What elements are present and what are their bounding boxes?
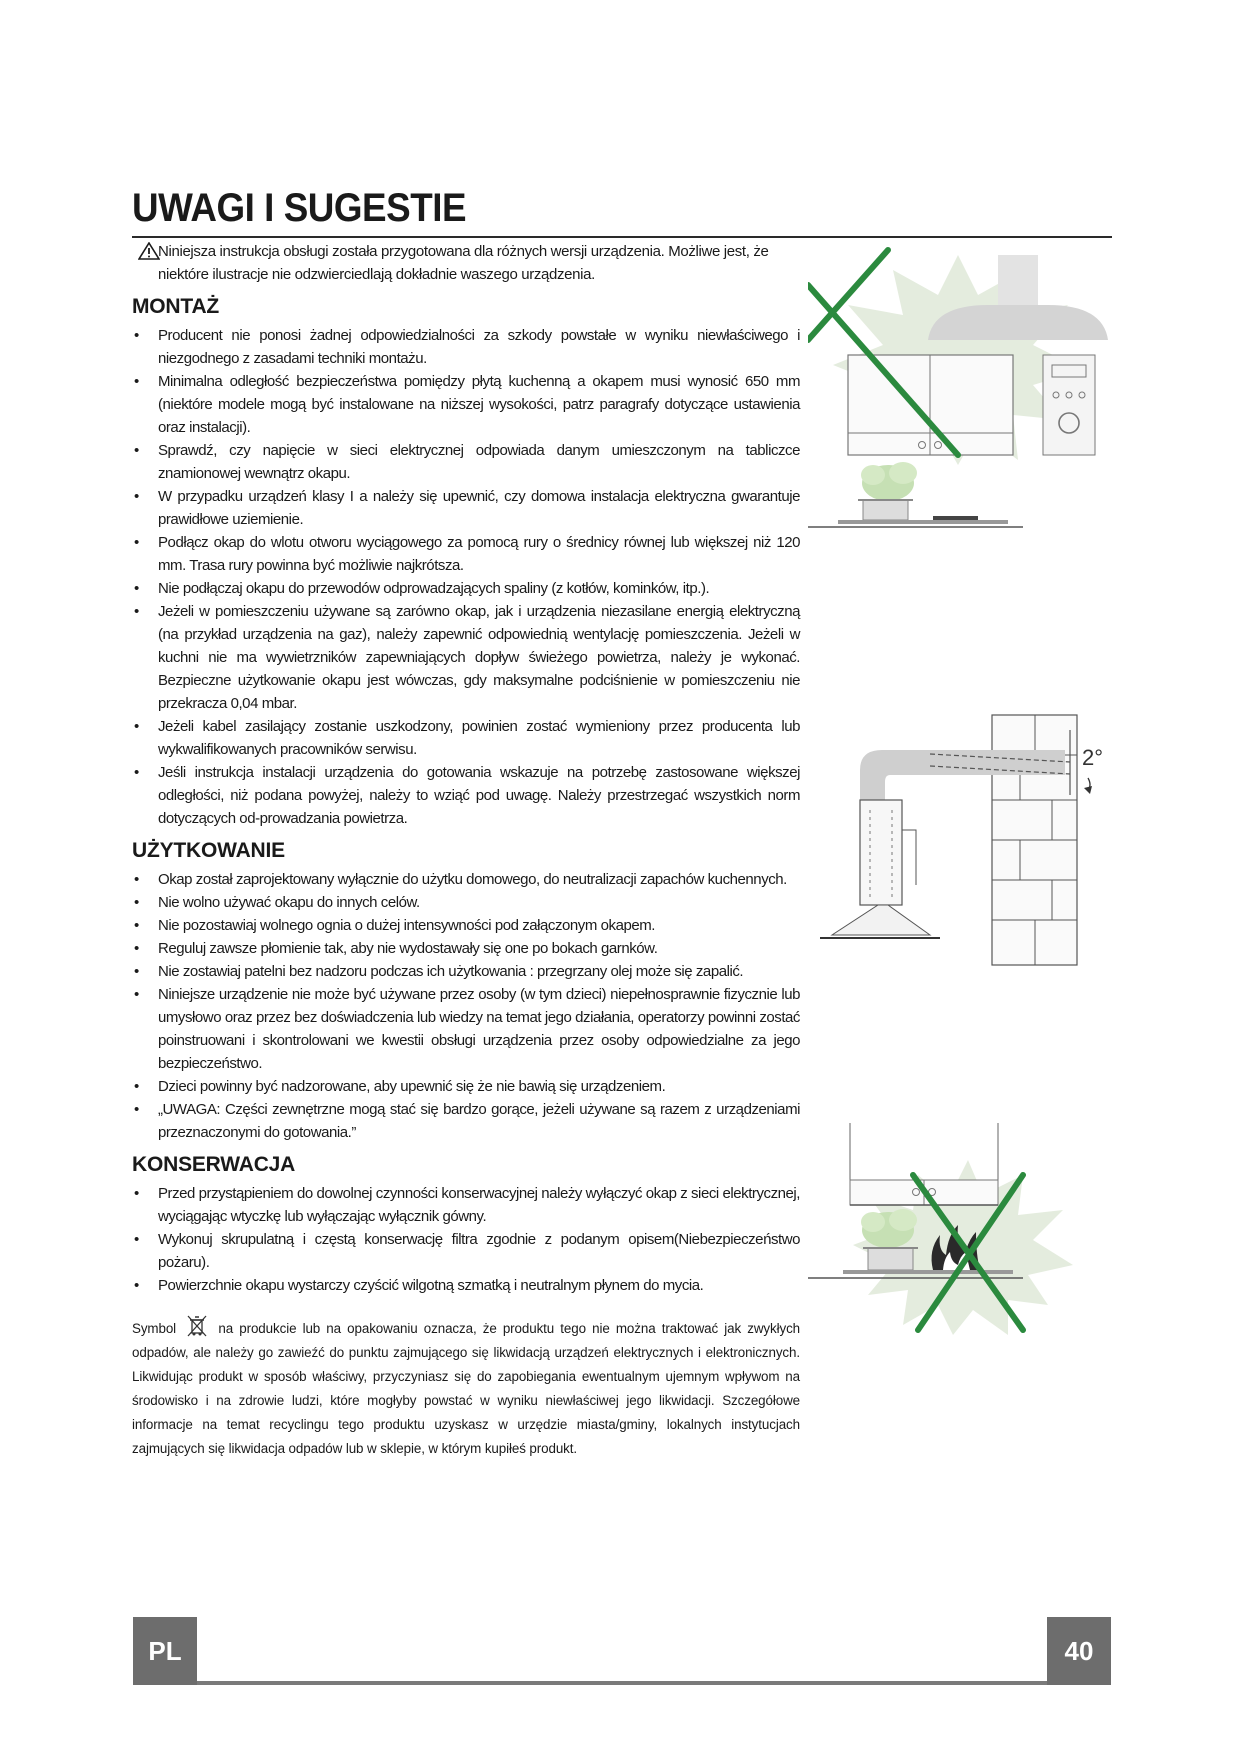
list-item: • Nie wolno używać okapu do innych celów. xyxy=(132,891,800,914)
disposal-note xyxy=(132,1315,800,1461)
list-item: • Podłącz okap do wlotu otworu wyciągowego za pomocą rury o średnicy równej lub większej niż 120 mm. Trasa rury powinna być możliwie najkrótsza. xyxy=(132,531,800,577)
list-item: • Producent nie ponosi żadnej odpowiedzialności za szkody powstałe w wyniku niewłaściwego i niezgodnego z zasadami techniki montażu. xyxy=(132,324,800,370)
symbol-label: Symbol xyxy=(132,1321,177,1336)
title-rule xyxy=(132,236,1112,238)
main-content xyxy=(132,240,800,1461)
list-item: • „UWAGA: Części zewnętrzne mogą stać się bardzo gorące, jeżeli używane są razem z urządzeniami przeznaczonymi do gotowania.” xyxy=(132,1098,800,1144)
page-title: UWAGI I SUGESTIE xyxy=(132,186,467,230)
list-item: • Jeśli instrukcja instalacji urządzenia do gotowania wskazuje na potrzebę zastosowane większej odległości, niż podana powyżej, należy to wziąć pod uwagę. Należy przestrzegać wszystkich norm dotyczących od-prowadzania powietrza. xyxy=(132,761,800,830)
steam-cloud xyxy=(861,462,917,501)
list-item: • Minimalna odległość bezpieczeństwa pomiędzy płytą kuchenną a okapem musi wynosić 650 mm (niektóre modele mogą być instalowane na niższej wysokości, patrz paragrafy dotyczące ustawienia oraz instalacji). xyxy=(132,370,800,439)
crossed-bin-icon xyxy=(184,1315,210,1337)
intro-text: Niniejsza instrukcja obsługi została przygotowana dla różnych wersji urządzenia. Możliwe jest, że niektóre ilustracje nie odzwierciedlają dokładnie waszego urządzenia. xyxy=(158,243,769,283)
section-heading-konserwacja: KONSERWACJA xyxy=(132,1153,296,1176)
warning-icon xyxy=(138,242,160,260)
list-item: • Powierzchnie okapu wystarczy czyścić wilgotną szmatką i neutralnym płynem do mycia. xyxy=(132,1274,800,1297)
angle-arrowhead xyxy=(1084,786,1092,794)
intro-note xyxy=(132,240,800,286)
montaz-list xyxy=(132,324,800,830)
list-item: • Dzieci powinny być nadzorowane, aby upewnić się że nie bawią się urządzeniem. xyxy=(132,1075,800,1098)
list-item: • Sprawdź, czy napięcie w sieci elektrycznej odpowiada danym umieszczonym na tabliczce znamionowej wewnątrz okapu. xyxy=(132,439,800,485)
konserwacja-list xyxy=(132,1182,800,1297)
list-item: • Nie podłączaj okapu do przewodów odprowadzających spaliny (z kotłów, kominków, itp.). xyxy=(132,577,800,600)
figure-duct-slope xyxy=(820,710,1110,970)
duct-angle-label: 2° xyxy=(1082,745,1104,770)
footer-rule xyxy=(197,1681,1047,1685)
hood-chimney xyxy=(820,800,940,938)
figure-open-flame-warning xyxy=(808,1120,1108,1340)
list-item: • W przypadku urządzeń klasy I a należy się upewnić, czy domowa instalacja elektryczna gwarantuje prawidłowe uziemienie. xyxy=(132,485,800,531)
list-item: • Jeżeli w pomieszczeniu używane są zarówno okap, jak i urządzenia niezasilane energią elektryczną (na przykład urządzenia na gaz), należy zapewnić odpowiednią wentylację pomieszczenia. Jeżeli w kuchni nie ma wywietrzników zapewniających dopływ świeżego powietrza, należy je wykonać. Bezpieczne użytkowanie okapu jest wówczas, gdy maksymalne podciśnienie w pomieszczeniu nie przekracza 0,04 mbar. xyxy=(132,600,800,715)
section-heading-montaz: MONTAŻ xyxy=(132,295,220,318)
pot-on-hob xyxy=(808,500,1023,527)
list-item: • Reguluj zawsze płomienie tak, aby nie wydostawały się one po bokach garnków. xyxy=(132,937,800,960)
uzytkowanie-list xyxy=(132,868,800,1144)
list-item: • Okap został zaprojektowany wyłącznie do użytku domowego, do neutralizacji zapachów kuchennych. xyxy=(132,868,800,891)
section-heading-uzytkowanie: UŻYTKOWANIE xyxy=(132,839,285,862)
language-badge: PL xyxy=(133,1617,197,1685)
list-item: • Przed przystąpieniem do dowolnej czynności konserwacyjnej należy wyłączyć okap z sieci elektrycznej, wyciągając wtyczkę lub wyłączając wyłącznik gówny. xyxy=(132,1182,800,1228)
hood-drawing xyxy=(848,255,1108,455)
page-number: 40 xyxy=(1047,1617,1111,1685)
figure-hood-height-warning xyxy=(808,245,1108,545)
list-item: • Nie pozostawiaj wolnego ognia o dużej intensywności pod załączonym okapem. xyxy=(132,914,800,937)
symbol-description: na produkcie lub na opakowaniu oznacza, że produktu tego nie można traktować jak zwykłych odpadów, ale należy go zawieźć do punktu zajmującego się likwidacją urządzeń elektrycznych i elektronicznych. Likwidując produkt w sposób właściwy, przyczyniasz się do zapobiegania ewentualnym ujemnym wpływom na środowisko i na zdrowie ludzi, które mogłyby powstać w wyniku niewłaściwej jego likwidacji. Szczegółowe informacje na temat recyclingu tego produktu uzyskasz w urzędzie miasta/gminy, lokalnych instytucjach zajmujących się likwidacja odpadów lub w sklepie, w którym kupiłeś produkt. xyxy=(132,1321,801,1456)
list-item: • Niniejsze urządzenie nie może być używane przez osoby (w tym dzieci) niepełnosprawnie fizycznie lub umysłowo oraz przez bez doświadczenia lub wiedzy na temat jego działania, operatorzy powinni zostać poinstruowani i skontrolowani we kwestii obsługi urządzenia przez osoby odpowiedzialne za jego bezpieczeństwo. xyxy=(132,983,800,1075)
list-item: • Nie zostawiaj patelni bez nadzoru podczas ich użytkowania : przegrzany olej może się zapalić. xyxy=(132,960,800,983)
list-item: • Jeżeli kabel zasilający zostanie uszkodzony, powinien zostać wymieniony przez producenta lub wykwalifikowanych pracowników serwisu. xyxy=(132,715,800,761)
list-item: • Wykonuj skrupulatną i częstą konserwację filtra zgodnie z podanym opisem(Niebezpieczeństwo pożaru). xyxy=(132,1228,800,1274)
